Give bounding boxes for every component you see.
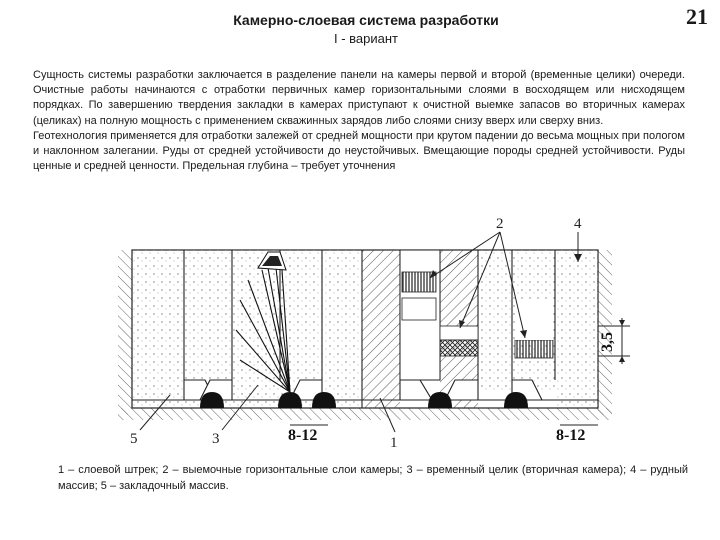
extraction-layer-white <box>440 326 478 340</box>
ore-massif-left <box>132 250 362 408</box>
body-text <box>33 68 685 174</box>
label-4: 4 <box>574 216 582 232</box>
page-subtitle: I - вариант <box>333 31 398 46</box>
rock-bottom <box>118 408 612 420</box>
paragraph-application: Геотехнология применяется для отработки залежей от средней мощности при крутом падении до весьма мощных при пологом и наклонном залегании. Руды от средней устойчивости до неустойчивых. Вмещающие породы средней устойчивости. Руды ценные и средней ценности. Предельная глубина – требует уточнения <box>33 129 685 173</box>
ore-massif-right <box>555 250 598 408</box>
figure-caption: 1 – слоевой штрек; 2 – выемочные горизонтальные слои камеры; 3 – временный целик (вторичная камера); 4 – рудный массив; 5 – закладочный массив. <box>58 464 688 492</box>
label-height: 3,5 <box>599 332 616 352</box>
page-number: 21 <box>686 4 708 29</box>
dim-arrow-bottom <box>619 356 625 362</box>
mining-diagram <box>0 205 720 460</box>
paragraph-essence: Сущность системы разработки заключается в разделение панели на камеры первой и второй (временные целики) очереди. Очистные работы начинаются с отработки первичных камер горизонтальными слоями в восходящем или нисходящем порядках. По завершению твердения закладки в камерах приступают к очистной выемке запасов во вторичных камерах (целиках) на полную мощность с применением скважинных зарядов либо слоями снизу вверх или сверху вниз. <box>33 69 685 127</box>
label-2: 2 <box>496 216 504 232</box>
label-1: 1 <box>390 435 398 451</box>
rock-left <box>118 250 132 415</box>
dim-arrow-top <box>619 320 625 326</box>
backfill-massif <box>362 250 400 408</box>
extraction-layer-right <box>515 340 553 358</box>
label-width-a: 8-12 <box>288 427 318 444</box>
page-title: Камерно-слоевая система разработки <box>233 12 499 28</box>
label-3: 3 <box>212 431 220 447</box>
extraction-layer-top <box>402 272 436 292</box>
extraction-layer-mid <box>402 298 436 320</box>
header <box>0 12 720 46</box>
label-5: 5 <box>130 431 138 447</box>
extraction-layer-cross <box>440 340 478 356</box>
label-width-b: 8-12 <box>556 427 586 444</box>
